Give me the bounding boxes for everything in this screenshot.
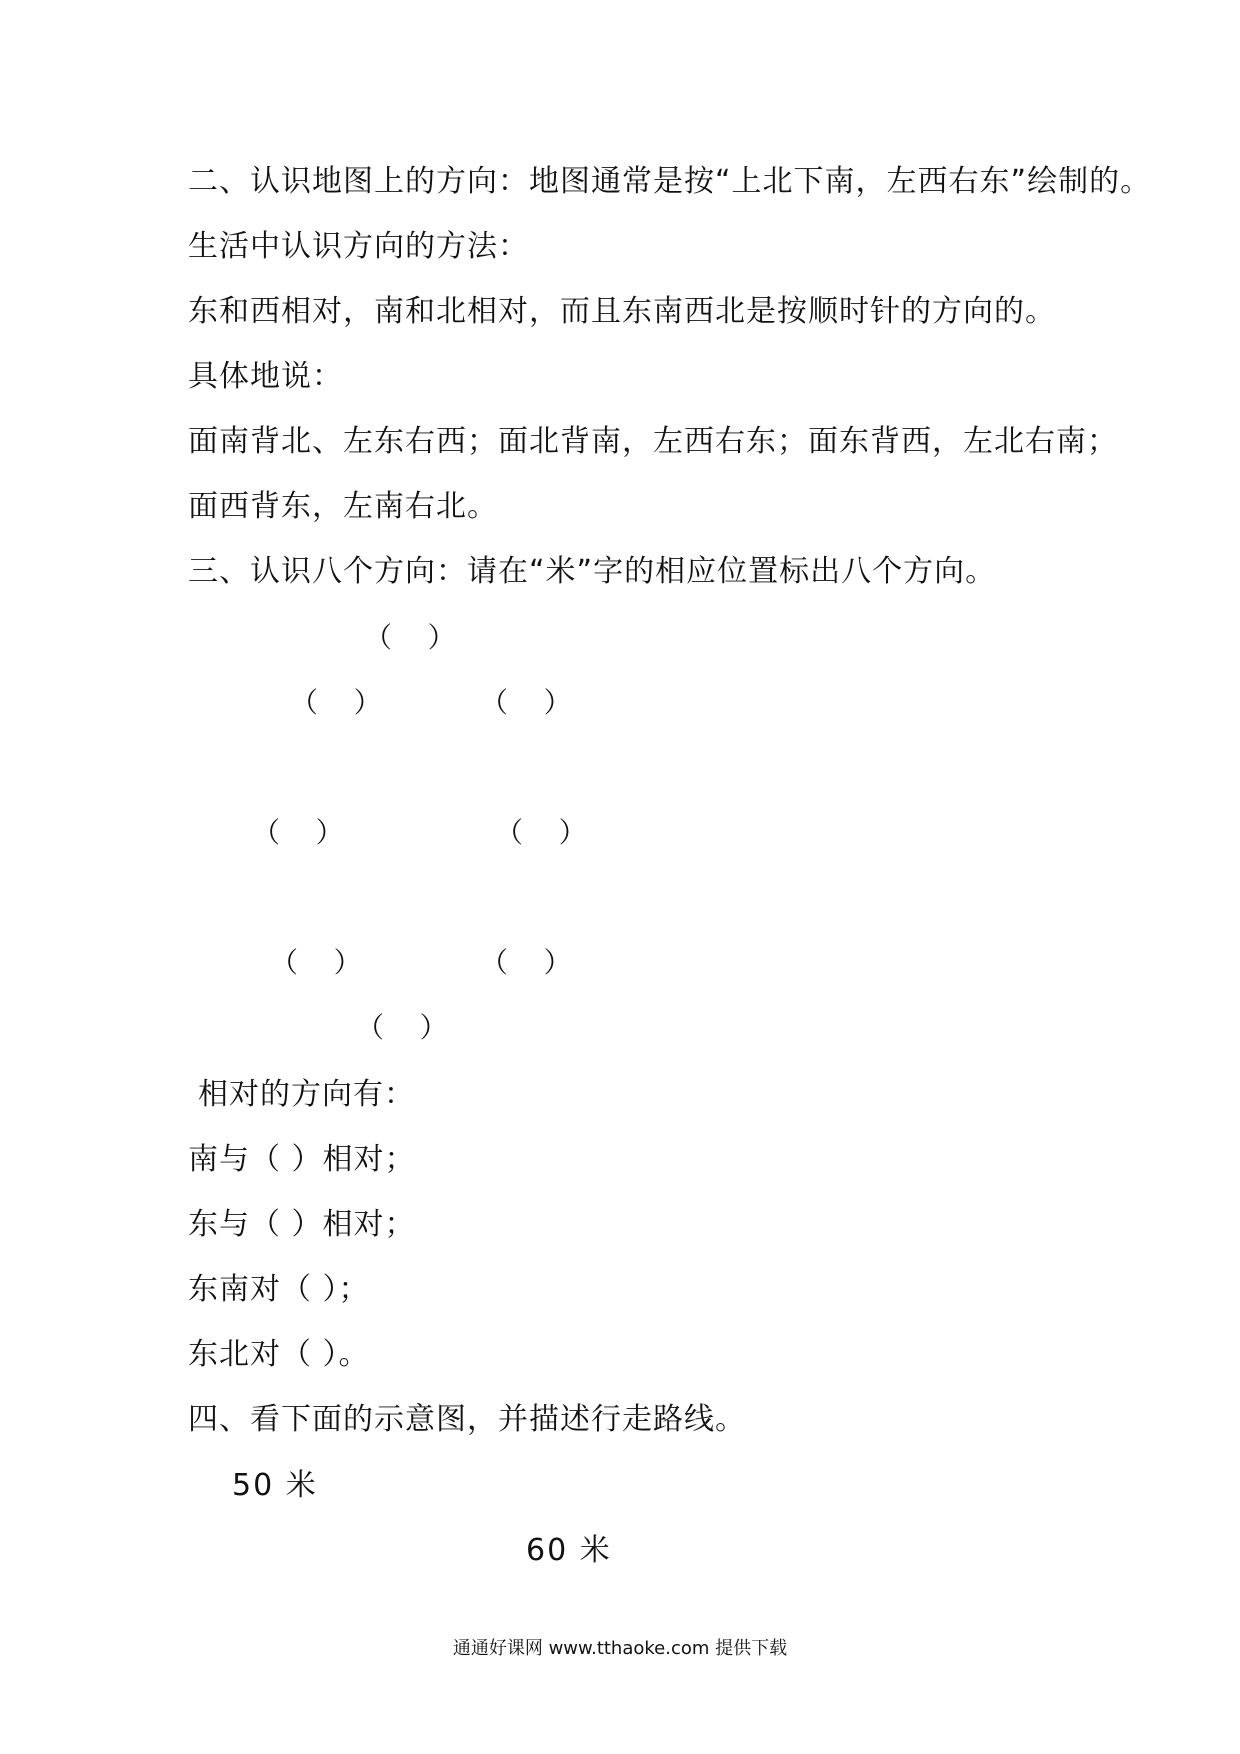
direction-blank-lower-left: （ ） [270,946,362,979]
question-northeast-opposite: 东北对（ ）。 [188,1337,370,1372]
direction-blank-upper-right: （ ） [480,686,572,719]
distance-label-60m: 60 米 [526,1533,612,1568]
direction-blank-bottom: （ ） [356,1011,448,1044]
footer-credit: 通通好课网 www.tthaoke.com 提供下载 [452,1638,788,1659]
section-3-heading: 三、认识八个方向：请在“米”字的相应位置标出八个方向。 [188,554,997,589]
facing-rules-line-2: 面西背东，左南右北。 [188,489,498,524]
direction-blank-right: （ ） [495,816,587,849]
facing-rules-line-1: 面南背北、左东右西；面北背南，左西右东；面东背西，左北右南； [188,424,1118,459]
question-south-opposite: 南与（ ）相对； [188,1142,416,1177]
direction-blank-lower-right: （ ） [480,946,572,979]
question-southeast-opposite: 东南对（ ）； [188,1272,370,1307]
methods-title: 生活中认识方向的方法： [188,229,529,264]
opposites-rule: 东和西相对，南和北相对，而且东南西北是按顺时针的方向的。 [188,294,1056,329]
direction-blank-left: （ ） [252,816,344,849]
specifically-label: 具体地说： [188,359,343,394]
distance-label-50m: 50 米 [232,1468,318,1503]
section-4-heading: 四、看下面的示意图，并描述行走路线。 [188,1402,746,1437]
opposites-title: 相对的方向有： [198,1077,415,1112]
direction-blank-top: （ ） [364,621,456,654]
question-east-opposite: 东与（ ）相对； [188,1207,416,1242]
section-2-heading: 二、认识地图上的方向：地图通常是按“上北下南，左西右东”绘制的。 [188,164,1152,199]
direction-blank-upper-left: （ ） [290,686,382,719]
